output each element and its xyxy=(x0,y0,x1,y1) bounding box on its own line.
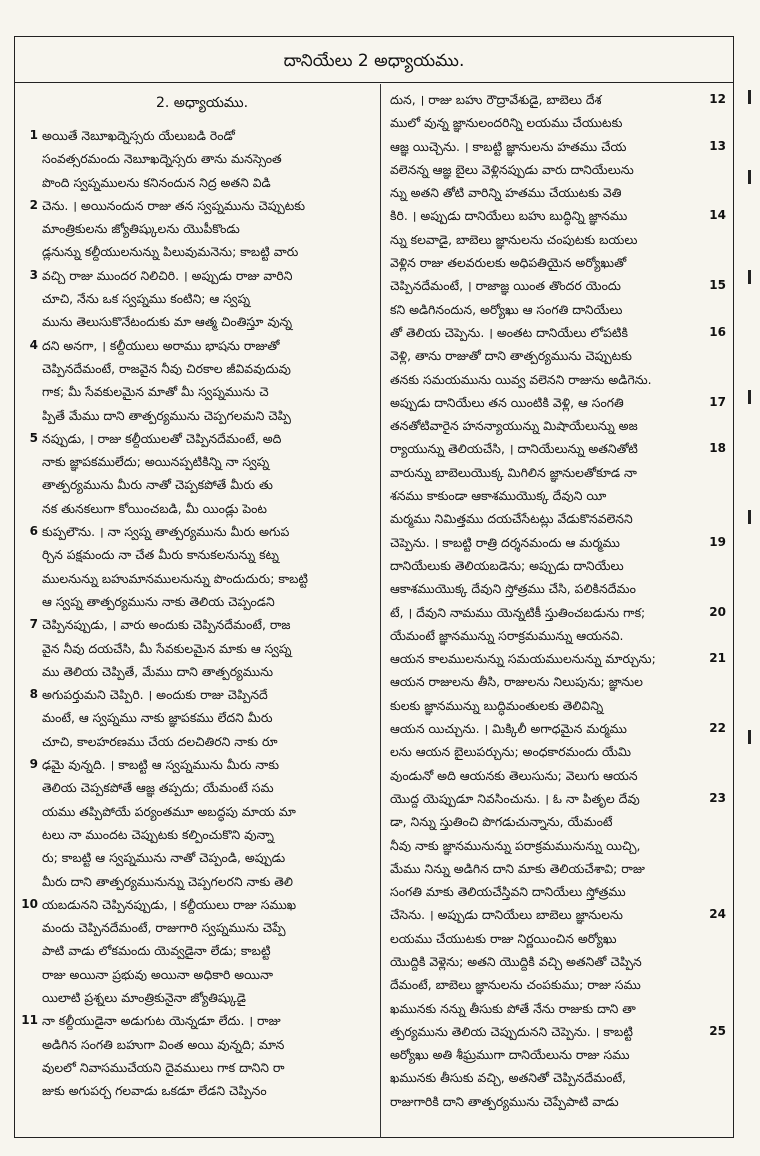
text-line xyxy=(30,660,374,683)
text-line xyxy=(30,404,374,427)
text-line xyxy=(30,217,374,240)
left-column xyxy=(21,88,374,1102)
text-line xyxy=(390,880,726,903)
text-line xyxy=(30,706,374,729)
margin-marks xyxy=(744,90,758,1130)
text-line xyxy=(390,810,726,833)
text-line xyxy=(21,893,374,916)
line-text: తో తెలియ చెప్పెను. । అంతట దానియేలు లోపటికి xyxy=(390,324,628,340)
verse-number: 10 xyxy=(21,896,38,911)
line-text: ఆయన కాలములనున్ను సమయములనున్ను మార్చును; xyxy=(390,651,656,667)
text-line xyxy=(390,764,726,787)
line-text: న్ను అతని తోటి వారిన్ని హతము చేయుటకు వెతి xyxy=(390,185,622,201)
verse-number: 3 xyxy=(29,267,38,282)
text-line xyxy=(390,601,726,624)
verse-number: 24 xyxy=(709,907,726,922)
text-line xyxy=(30,800,374,823)
verse-number: 4 xyxy=(29,337,38,352)
line-text: యబడునని చెప్పినప్పుడు, । కల్దీయులు రాజు సముఖ xyxy=(42,896,297,912)
margin-mark xyxy=(748,510,751,524)
text-line xyxy=(390,344,726,367)
line-text: ఆ స్వప్న తాత్పర్యమును నాకు తెలియ చెప్పండని xyxy=(42,593,275,609)
line-text: ములో వున్న జ్ఞానులందరిన్ని లయము చేయుటకు xyxy=(390,115,623,131)
line-text: ఆయన యిచ్చును. । మిక్కిలీ అగాధమైన మర్మము xyxy=(390,721,627,737)
line-text: వెళ్లిన రాజు తలవరులకు అధిపతియైన అర్యోఖుతో xyxy=(390,255,627,271)
line-text: కని అడిగినందున, అర్యోఖు ఆ సంగతి దానియేలు xyxy=(390,301,623,317)
text-line xyxy=(30,683,374,706)
text-line xyxy=(30,287,374,310)
text-line xyxy=(390,368,726,391)
text-line xyxy=(30,1056,374,1079)
line-text: వారున్ను బాబెలుయొక్క మిగిలిన జ్ఞానులతోకూడ నా xyxy=(390,464,637,480)
line-text: మంటే, ఆ స్వప్నము నాకు జ్ఞాపకము లేదని మీరు xyxy=(42,710,273,726)
line-text: పొంది స్వప్నములను కనినందున నిద్ర అతని విడి xyxy=(42,174,271,190)
line-text: ఆయన రాజులను తీసి, రాజులను నిలుపును; జ్ఞానుల xyxy=(390,674,643,690)
text-line xyxy=(30,776,374,799)
line-text: మేము నిన్ను అడిగిన దాని మాకు తెలియచేశావి; రాజు xyxy=(390,860,645,876)
line-text: అగుపర్తుమని చెప్పిరి. । అందుకు రాజు చెప్పినదే xyxy=(42,687,268,703)
line-text: మందు చెప్పినదేమంటే, రాజుగారి స్వప్నమును చెప్పే xyxy=(42,920,286,936)
text-line xyxy=(390,1020,726,1043)
line-text: కిరి. । అప్పుడు దానియేలు బహు బుద్ధిన్ని జ్ఞానము xyxy=(390,208,628,224)
line-text: ర్చిన పక్షమందు నా చేత మీరు కానుకలనున్ను కట్న xyxy=(42,547,279,563)
line-text: వుండునో అది ఆయనకు తెలుసును; వెలుగు ఆయన xyxy=(390,767,638,783)
line-text: నా కల్దీయుడైనా అడుగుట యెన్నడూ లేదు. । రాజు xyxy=(42,1013,281,1029)
text-line xyxy=(390,857,726,880)
line-text: శనము కాకుండా ఆకాశముయొక్క దేవుని యీ xyxy=(390,488,607,504)
line-text: ఢమై వున్నది. । కాబట్టి ఆ స్వప్నమును మీరు నాకు xyxy=(42,757,280,773)
line-text: యొద్ద యెప్పుడూ నివసించును. । ఓ నా పితృల దేవు xyxy=(390,790,640,806)
text-line xyxy=(390,531,726,554)
line-text: రు; కాబట్టి ఆ స్వప్నమును నాతో చెప్పండి, అప్పుడు xyxy=(42,850,286,866)
line-text: అప్పుడు దానియేలు తన యింటికి వెళ్లి, ఆ సంగతి xyxy=(390,394,624,410)
line-text: దానియేలుకు తెలియబడెను; అప్పుడు దానియేలు xyxy=(390,557,624,573)
line-text: అడిగిన సంగతి బహుగా వింత అయి వున్నది; మాన xyxy=(42,1036,285,1052)
line-text: తనతోటివారైన హనన్యాయున్ను మిషాయేలున్ను అజ xyxy=(390,418,638,434)
verse-number: 6 xyxy=(29,524,38,539)
verse-number: 21 xyxy=(709,651,726,666)
line-text: మీరు దాని తాత్పర్యమునున్ను చెప్పగలరని నాకు తెలి xyxy=(42,873,293,889)
line-text: వలెనన్న ఆజ్ఞ బైలు వెళ్లినప్పుడు వారు దానియేలును xyxy=(390,161,634,177)
line-text: చూచి, కాలహరణము చేయ దలచితిరని నాకు రూ xyxy=(42,733,278,749)
verse-number: 18 xyxy=(709,441,726,456)
text-line xyxy=(30,590,374,613)
line-text: ప్పితే మేము దాని తాత్పర్యమును చెప్పగలమని చెప్పి xyxy=(42,407,291,423)
text-line xyxy=(390,694,726,717)
text-line xyxy=(390,927,726,950)
text-line xyxy=(390,414,726,437)
verse-number: 11 xyxy=(21,1013,38,1028)
text-line xyxy=(390,647,726,670)
text-line xyxy=(390,181,726,204)
text-line xyxy=(390,437,726,460)
left-column-lines xyxy=(21,124,374,1102)
text-line xyxy=(30,939,374,962)
text-line xyxy=(390,950,726,973)
line-text: యిలాటి ప్రశ్నలు మాంత్రికునైనా జ్యోతిష్కుడై xyxy=(42,989,246,1005)
verse-number: 7 xyxy=(29,617,38,632)
margin-mark xyxy=(748,390,751,404)
line-text: తనకు సమయమును యివ్వ వలెనని రాజును అడిగెను. xyxy=(390,371,652,387)
text-line xyxy=(390,507,726,530)
line-text: నప్పుడు, । రాజు కల్దీయులతో చెప్పినదేమంటే, అది xyxy=(42,430,282,446)
text-line xyxy=(30,520,374,543)
line-text: డ్లనున్ను కల్దీయులనున్ను పిలువుమనెను; కాబట్టి వారు xyxy=(42,244,299,260)
line-text: చెను. । అయినందున రాజు తన స్వప్నమును చెప్పుటకు xyxy=(42,197,306,213)
line-text: వెళ్లి, తాను రాజుతో దాని తాత్పర్యమును చెప్పుటకు xyxy=(390,348,632,364)
text-line xyxy=(30,240,374,263)
chapter-title: 2. అధ్యాయము. xyxy=(155,95,249,111)
text-line xyxy=(390,787,726,810)
line-text: యము తప్పిపోయే పర్యంతమూ అబద్ధపు మాయ మా xyxy=(42,803,296,819)
line-text: కుప్పలౌను. । నా స్వప్న తాత్పర్యమును మీరు అగుప xyxy=(42,524,290,540)
line-text: రాజు అయినా ప్రభువు అయినా అధికారి అయినా xyxy=(42,966,273,982)
text-line xyxy=(390,1090,726,1113)
margin-mark xyxy=(748,270,751,284)
line-text: చెప్పినప్పుడు, । వారు అందుకు చెప్పినదేమంటే, రాజ xyxy=(42,617,291,633)
line-text: సంవత్సరమందు నెబూఖద్నెస్సరు తాను మనస్సెంత xyxy=(42,151,282,167)
line-text: అర్యోఖు అతి శీఘ్రముగా దానియేలును రాజు సము xyxy=(390,1047,630,1063)
text-line xyxy=(390,997,726,1020)
text-line xyxy=(30,380,374,403)
text-line xyxy=(30,637,374,660)
line-text: దున, । రాజు బహు రౌద్రావేశుడై, బాబెలు దేశ xyxy=(390,92,602,107)
text-line xyxy=(390,158,726,181)
line-text: ఖమునకు నన్ను తీసుకు పోతే నేను రాజుకు దాని తా xyxy=(390,1000,636,1016)
text-line xyxy=(390,274,726,297)
right-column xyxy=(390,88,726,1113)
text-line xyxy=(30,427,374,450)
line-text: చూచి, నేను ఒక స్వప్నము కంటిని; ఆ స్వప్న xyxy=(42,291,251,307)
line-text: టే, । దేవుని నామము యెన్నటికీ స్తుతించబడును గాక; xyxy=(390,604,646,620)
line-text: రాజుగారికి దాని తాత్పర్యమును చెప్పేపాటి వాడు xyxy=(390,1093,619,1109)
line-text: ములనున్ను బహుమానములనున్ను పొందుదురు; కాబట్టి xyxy=(42,570,308,586)
line-text: చెప్పినదేమంటే, । రాజాజ్ఞ యింత తొందర యెందు xyxy=(390,278,621,294)
text-line xyxy=(30,1079,374,1102)
verse-number: 8 xyxy=(29,687,38,702)
margin-mark xyxy=(748,730,751,744)
line-text: చెప్పెను. । కాబట్టి రాత్రి దర్శనమందు ఆ మర్మము xyxy=(390,534,620,550)
line-text: కులకు జ్ఞానమున్ను బుద్ధిమంతులకు తెలివిన్ని xyxy=(390,697,604,713)
verse-number: 5 xyxy=(29,430,38,445)
text-line xyxy=(30,916,374,939)
text-line xyxy=(30,753,374,776)
text-line xyxy=(30,543,374,566)
right-column-lines xyxy=(390,88,726,1113)
text-line xyxy=(30,147,374,170)
text-line xyxy=(390,973,726,996)
text-line xyxy=(30,450,374,473)
text-line xyxy=(390,740,726,763)
text-line xyxy=(390,554,726,577)
line-text: మాంత్రికులను జ్యోతిష్కులను యొపీకొండు xyxy=(42,221,240,237)
verse-number: 19 xyxy=(709,534,726,549)
line-text: నాకు జ్ఞాపకములేదు; అయినప్పటికిన్ని నా స్వప్న xyxy=(42,454,270,470)
text-line xyxy=(21,1009,374,1032)
text-line xyxy=(30,171,374,194)
text-line xyxy=(30,473,374,496)
text-line xyxy=(30,497,374,520)
line-text: లయము చేయుటకు రాజు నిర్ణయించిన అర్యోఖు xyxy=(390,930,617,946)
text-line xyxy=(390,461,726,484)
line-text: వైన నీవు దయచేసి, మీ సేవకులమైన మాకు ఆ స్వప్న xyxy=(42,640,292,656)
text-line xyxy=(30,264,374,287)
line-text: వులలో నివాసముచేయని దైవములు గాక దానిని రా xyxy=(42,1059,285,1075)
verse-number: 25 xyxy=(709,1023,726,1038)
text-line xyxy=(30,963,374,986)
line-text: త్పర్యమును తెలియ చెప్పుదునని చెప్పెను. । కాబట్టి xyxy=(390,1023,633,1039)
text-line xyxy=(30,567,374,590)
line-text: తెలియ చెప్పకపోతే ఆజ్ఞ తప్పదు; యేమంటే సమ xyxy=(42,780,274,796)
text-line xyxy=(30,846,374,869)
text-line xyxy=(390,484,726,507)
text-line xyxy=(390,670,726,693)
text-line xyxy=(390,391,726,414)
line-text: డా, నిన్ను స్తుతించి పొగడుచున్నాను, యేమంటే xyxy=(390,814,613,830)
column-divider xyxy=(380,84,381,1138)
verse-number: 2 xyxy=(29,197,38,212)
text-line xyxy=(30,194,374,217)
line-text: చేసెను. । అప్పుడు దానియేలు బాబెలు జ్ఞానులను xyxy=(390,907,623,923)
line-text: నక తునకలుగా కోయించబడి, మీ యిండ్లు పెంట xyxy=(42,500,267,516)
text-line xyxy=(30,357,374,380)
verse-number: 20 xyxy=(709,604,726,619)
text-line xyxy=(390,111,726,134)
text-line xyxy=(390,577,726,600)
text-line xyxy=(30,613,374,636)
verse-number: 1 xyxy=(29,128,38,142)
text-line xyxy=(390,251,726,274)
text-line xyxy=(30,870,374,893)
line-text: మును తెలుసుకొనేటందుకు మా ఆత్మ చింతిస్తూ వున్న xyxy=(42,314,293,330)
line-text: దేమంటే, బాబెలు జ్ఞానులను చంపకుము; రాజు సము xyxy=(390,977,641,993)
line-text: ఆకాశముయొక్క దేవుని స్తోత్రము చేసి, పలికినదేమం xyxy=(390,581,636,597)
verse-number: 22 xyxy=(709,721,726,736)
line-text: జుకు అగుపర్చ గలవాడు ఒకడూ లేడని చెప్పినం xyxy=(42,1083,267,1099)
text-line xyxy=(390,1066,726,1089)
text-line xyxy=(30,1033,374,1056)
page-header: దానియేలు 2 అధ్యాయము. xyxy=(283,51,465,71)
text-line xyxy=(30,730,374,753)
line-text: ర్యాయున్ను తెలియచేసి, । దానియేలున్ను అతనితోటి xyxy=(390,441,638,457)
verse-number: 12 xyxy=(709,92,726,106)
verse-number: 9 xyxy=(29,757,38,772)
text-line xyxy=(390,321,726,344)
text-line xyxy=(390,624,726,647)
line-text: గాక; మీ సేవకులమైన మాతో మీ స్వప్నమును చె xyxy=(42,384,269,400)
text-line xyxy=(30,310,374,333)
line-text: ఆజ్ఞ యిచ్చెను. । కాబట్టి జ్ఞానులను హతము చేయ xyxy=(390,138,627,154)
line-text: మర్మము నిమిత్తము దయచేసేటట్లు వేడుకొనవలెనని xyxy=(390,511,633,527)
text-line xyxy=(30,334,374,357)
line-text: అయితే నెబూఖద్నెస్సరు యేలుబడి రెండో xyxy=(42,128,235,143)
line-text: దని అనగా, । కల్దీయులు అరాము భాషను రాజుతో xyxy=(42,337,280,353)
text-line xyxy=(30,823,374,846)
line-text: లను ఆయన బైలుపర్చును; అంధకారమందు యేమి xyxy=(390,744,632,760)
text-line xyxy=(390,298,726,321)
verse-number: 17 xyxy=(709,394,726,409)
text-line xyxy=(390,717,726,740)
header-rule xyxy=(14,82,734,83)
margin-mark xyxy=(748,90,751,104)
line-text: టలు నా ముందట చెప్పుటకు కల్పించుకొని వున్నా xyxy=(42,826,274,842)
line-text: యేమంటే జ్ఞానమున్ను సరాక్రమమున్ను ఆయనవి. xyxy=(390,627,624,643)
line-text: చెప్పినదేమంటే, రాజవైన నీవు చిరకాల జీవివవుదువు xyxy=(42,360,291,376)
line-text: ఖమునకు తీసుకు వచ్చి, అతనితో చెప్పినదేమంటే, xyxy=(390,1070,626,1086)
verse-number: 14 xyxy=(709,208,726,223)
margin-mark xyxy=(748,170,751,184)
text-line xyxy=(390,1043,726,1066)
text-line xyxy=(390,903,726,926)
line-text: న్ను కలవాడై, బాబెలు జ్ఞానులను చంపుటకు బయలు xyxy=(390,231,638,247)
line-text: వచ్చి రాజు ముందర నిలిచిరి. । అప్పుడు రాజు వారిని xyxy=(42,267,293,283)
text-line xyxy=(390,88,726,111)
text-line xyxy=(390,228,726,251)
text-line xyxy=(30,124,374,147)
line-text: నీవు నాకు జ్ఞానమునున్ను పరాక్రమమునున్ను యిచ్చి, xyxy=(390,837,641,853)
line-text: పాటి వాడు లోకమందు యెవ్వడైనా లేడు; కాబట్టి xyxy=(42,943,271,959)
line-text: యొద్దికి వెళ్లెను; అతని యొద్దికి వచ్చి అతనితో చెప్పిన xyxy=(390,953,642,969)
text-line xyxy=(390,204,726,227)
text-line xyxy=(390,834,726,857)
text-line xyxy=(30,986,374,1009)
verse-number: 13 xyxy=(709,138,726,153)
verse-number: 16 xyxy=(709,324,726,339)
text-line xyxy=(390,135,726,158)
line-text: ము తెలియ చెప్పితే, మేము దాని తాత్పర్యమును xyxy=(42,663,274,679)
verse-number: 23 xyxy=(709,790,726,805)
verse-number: 15 xyxy=(709,278,726,293)
line-text: తాత్పర్యమును మీరు నాతో చెప్పకపోతే మీరు తు xyxy=(42,477,273,493)
line-text: సంగతి మాకు తెలియచేస్తివని దానియేలు స్తోత్రము xyxy=(390,884,626,900)
